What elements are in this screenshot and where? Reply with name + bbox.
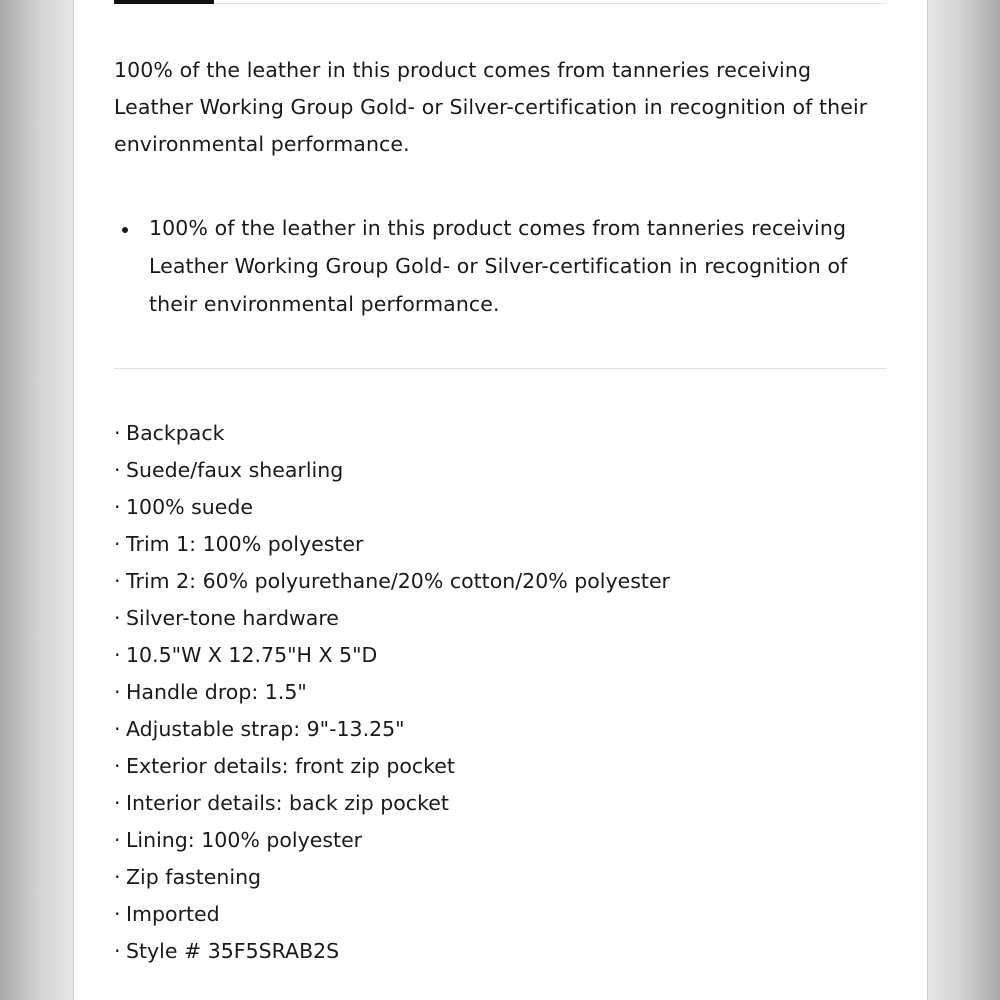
- bullet-marker: ·: [114, 495, 121, 519]
- detail-text: Suede/faux shearling: [126, 458, 344, 482]
- list-item: [114, 674, 670, 711]
- list-item: [114, 563, 670, 600]
- detail-text: Trim 1: 100% polyester: [126, 532, 364, 556]
- active-tab-indicator: [114, 0, 214, 4]
- product-details-panel: [73, 0, 928, 1000]
- list-item: [114, 933, 670, 970]
- section-divider: [114, 368, 887, 369]
- sustainability-bullet-text: 100% of the leather in this product comes from tanneries receiving Leather Working Group Gold- or Silver-certification in recognition of their environmental performance.: [149, 216, 848, 316]
- detail-text: Lining: 100% polyester: [126, 828, 363, 852]
- bullet-marker: ·: [114, 680, 121, 704]
- detail-text: Backpack: [126, 421, 225, 445]
- detail-text: Trim 2: 60% polyurethane/20% cotton/20% polyester: [126, 569, 670, 593]
- detail-text: Handle drop: 1.5": [126, 680, 307, 704]
- detail-text: 10.5"W X 12.75"H X 5"D: [126, 643, 378, 667]
- bullet-marker: ·: [114, 458, 121, 482]
- bullet-marker: ·: [114, 569, 121, 593]
- bullet-marker: ·: [114, 532, 121, 556]
- bullet-marker: ·: [114, 828, 121, 852]
- list-item: [114, 711, 670, 748]
- bullet-marker: ·: [114, 643, 121, 667]
- list-item: [114, 859, 670, 896]
- bullet-marker: ·: [114, 606, 121, 630]
- list-item: [114, 526, 670, 563]
- list-item: [114, 489, 670, 526]
- list-item: [114, 822, 670, 859]
- detail-text: 100% suede: [126, 495, 254, 519]
- list-item: [114, 896, 670, 933]
- list-item: [114, 452, 670, 489]
- bullet-marker: ·: [114, 754, 121, 778]
- detail-text: Style # 35F5SRAB2S: [126, 939, 340, 963]
- detail-text: Adjustable strap: 9"-13.25": [126, 717, 405, 741]
- list-item: [114, 600, 670, 637]
- detail-text: Interior details: back zip pocket: [126, 791, 449, 815]
- bullet-icon: [122, 227, 128, 233]
- list-item: [114, 415, 670, 452]
- list-item: [114, 785, 670, 822]
- bullet-marker: ·: [114, 902, 121, 926]
- list-item: [114, 637, 670, 674]
- detail-text: Imported: [126, 902, 220, 926]
- bullet-marker: ·: [114, 717, 121, 741]
- detail-text: Exterior details: front zip pocket: [126, 754, 455, 778]
- detail-text: Silver-tone hardware: [126, 606, 339, 630]
- sustainability-paragraph: 100% of the leather in this product comes from tanneries receiving Leather Working Group Gold- or Silver-certification in recognition of their environmental performance.: [114, 58, 868, 156]
- bullet-marker: ·: [114, 865, 121, 889]
- list-item: [114, 748, 670, 785]
- bullet-marker: ·: [114, 939, 121, 963]
- bullet-marker: ·: [114, 421, 121, 445]
- bullet-marker: ·: [114, 791, 121, 815]
- detail-text: Zip fastening: [126, 865, 262, 889]
- tab-divider: [214, 3, 887, 4]
- product-details-list: [114, 415, 670, 970]
